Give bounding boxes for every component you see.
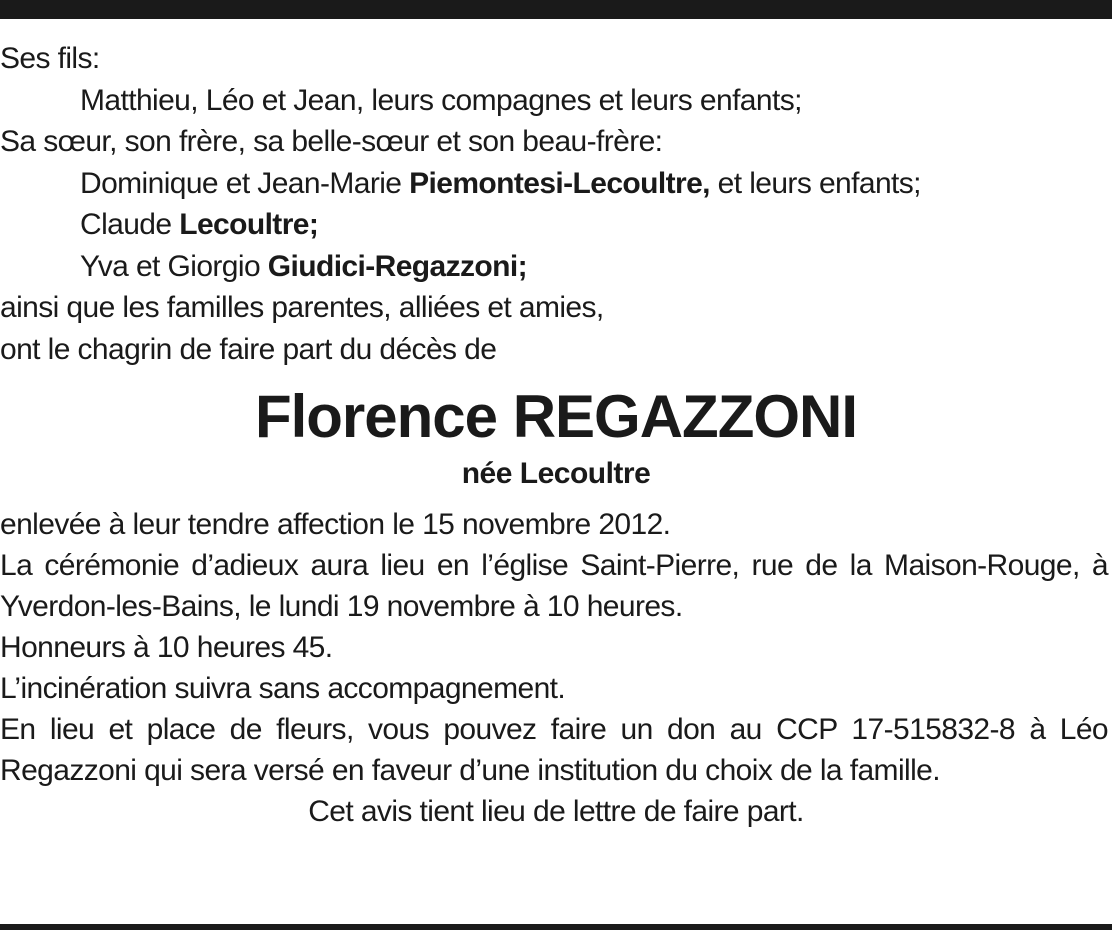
closing-text: Cet avis tient lieu de lettre de faire part. [308,795,804,828]
sibling-line-2 [0,204,1112,246]
sons-heading: Ses fils: [0,42,100,75]
bottom-rule [0,924,1112,930]
passing-text: enlevée à leur tendre affection le 15 novembre 2012. [0,508,671,541]
sibling-line-3 [0,246,1112,288]
sibling-2-given: Claude [80,208,180,241]
relatives-line: ainsi que les familles parentes, alliées et amies, [0,291,604,324]
maiden-name: née Lecoultre [461,457,651,490]
siblings-heading: Sa sœur, son frère, sa belle-sœur et son beau-frère: [0,125,663,158]
sibling-3-surname: Giudici-Regazzoni; [267,249,527,283]
honours-text: Honneurs à 10 heures 45. [0,631,333,664]
sibling-2-surname: Lecoultre; [179,208,319,241]
sibling-1-surname: Piemontesi-Lecoultre, [409,166,710,200]
announcement-line: ont le chagrin de faire part du décès de [0,332,497,366]
deceased-name: Florence REGAZZONI [254,383,858,450]
sibling-line-1 [0,163,1112,205]
sons-line: Matthieu, Léo et Jean, leurs compagnes et leurs enfants; [80,83,802,117]
sibling-1-given: Dominique et Jean-Marie [80,166,410,200]
top-rule [0,0,1112,19]
donation-text: En lieu et place de fleurs, vous pouvez faire un don au CCP 17-515832-8 à Léo Regazzoni qui sera versé en faveur d’une institution du choix de la famille. [0,713,1108,787]
ceremony-text: La cérémonie d’adieux aura lieu en l’église Saint-Pierre, rue de la Maison-Rouge, à Yverdon-les-Bains, le lundi 19 novembre à 10 heures. [0,549,1108,623]
sibling-1-suffix: et leurs enfants; [709,166,921,200]
sibling-3-given: Yva et Giorgio [80,249,268,283]
death-notice [0,38,1112,832]
cremation-text: L’incinération suivra sans accompagnement. [0,672,566,705]
